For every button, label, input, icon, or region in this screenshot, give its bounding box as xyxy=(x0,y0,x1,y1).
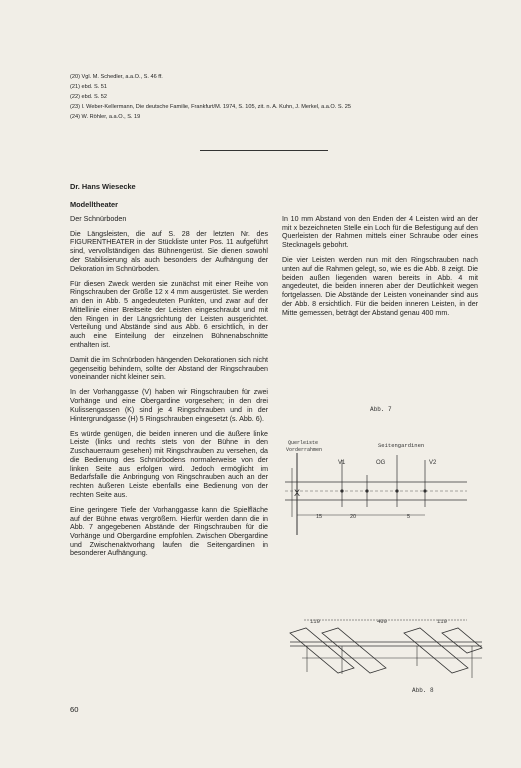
footnote-20: (20) Vgl. M. Schedler, a.a.O., S. 46 ff. xyxy=(70,74,163,80)
right-column xyxy=(282,215,478,324)
ring-screw-v1-dot xyxy=(340,489,343,492)
label-seitengardinen: Seitengardinen xyxy=(378,442,425,449)
footnotes xyxy=(70,72,351,122)
footnote-23: (23) I. Weber-Kellermann, Die deutsche Familie, Frankfurt/M. 1974, S. 105, zit. n. A. Kuhn, J. Merkel, a.a.O. S. 25 xyxy=(70,104,351,110)
figure-8 xyxy=(282,608,487,703)
ring-screw-sg-dot xyxy=(395,489,398,492)
label-querleiste: Querleiste xyxy=(288,440,319,446)
label-vorderrahmen: Vorderrahmen xyxy=(286,447,323,453)
paragraph: Die Längsleisten, die auf S. 28 der letzten Nr. des FIGURENTHEATER in der Stückliste unter Pos. 11 aufgeführt sind, vervollständigen das Bühnengerüst. Sie dienen sowohl der Stabilisierung als auch besonders der Aufhängung der Dekoration im Schnürboden. xyxy=(70,229,268,273)
label-v2: V2 xyxy=(429,460,437,466)
article-author: Dr. Hans Wiesecke xyxy=(70,182,136,191)
footnote-22: (22) ebd. S. 52 xyxy=(70,94,108,100)
ring-screw-v2-dot xyxy=(423,489,426,492)
x-marker: X xyxy=(294,488,301,498)
dimension-15: 15 xyxy=(316,514,323,520)
paragraph: Damit die im Schnürboden hängenden Dekorationen sich nicht gegenseitig behindern, sollte der Abstand der Ringschrauben voneinander nicht kleiner sein. xyxy=(70,355,268,382)
paragraph: Für diesen Zweck werden sie zunächst mit einer Reihe von Ringschrauben der Größe 12 x 4 mm ausgerüstet. Sie werden an den in Abb. 5 angedeuteten Punkten, und zwar auf der Mittellinie einer Breitseite der Leisten eingeschraubt und mit den Ringen in der Längsrichtung der Leisten ausgerichtet. Verteilung und Abstände sind aus Abb. 6 ersichtlich, in der auch eine Einteilung der einzelnen Bühnenabschnitte enthalten ist. xyxy=(70,279,268,349)
label-v1: V1 xyxy=(338,460,346,466)
fig8-dimension-110-left: 110 xyxy=(310,618,320,625)
paragraph: Die vier Leisten werden nun mit den Ringschrauben nach unten auf die Rahmen gelegt, so, wie es die Abb. 8 zeigt. Die beiden außen liegenden waren bereits in Abb. 4 mit angedeutet, die beiden inneren aber der Deutlichkeit wegen fortgelassen. Die Abstände der Leisten voneinander sind aus der Abb. 8 ersichtlich. Für die beiden inneren Leisten, in der Mitte gemessen, beträgt der Abstand genau 400 mm. xyxy=(282,256,478,317)
dimension-5: 5 xyxy=(407,514,411,520)
fig8-dimension-400: 400 xyxy=(377,618,387,625)
label-og: OG xyxy=(376,460,386,466)
section-heading: Der Schnürboden xyxy=(70,214,127,223)
ring-screw-og-dot xyxy=(365,489,368,492)
leiste-2 xyxy=(322,628,386,673)
fig8-dimension-110-right: 110 xyxy=(437,618,447,625)
left-column xyxy=(70,215,268,565)
figure-7-caption: Abb. 7 xyxy=(370,406,392,413)
leiste-1 xyxy=(290,628,354,673)
paragraph: Es würde genügen, die beiden inneren und die äußere linke Leiste (links und rechts stets von der Bühne in den Zuschauerraum gesehen) mit Ringschrauben zu versehen, da die Bedienung des Schnürbodens normalerweise von der linken Seite aus erfolgen wird. Jedoch ermöglicht im Bedarfsfalle die Anbringung von Ringschrauben auch an der rechten äußeren Leiste ebenfalls eine Bedienung von der rechten Seite aus. xyxy=(70,429,268,499)
figure-7 xyxy=(282,375,487,575)
article-title: Modelltheater xyxy=(70,200,119,209)
paragraph: Eine geringere Tiefe der Vorhanggasse kann die Spielfläche auf der Bühne etwas vergrößern. Hierfür werden dann die in Abb. 7 angegebenen Abstände der Ringschrauben für die Vorhänge und Obergardine empfohlen. Zwischen Obergardine und Zwischenaktvorhang laufen die Seitengardinen in besonderer Aufhängung. xyxy=(70,505,268,558)
figure-8-caption: Abb. 8 xyxy=(412,687,434,694)
page-number: 60 xyxy=(70,705,79,714)
paragraph: In 10 mm Abstand von den Enden der 4 Leisten wird an der mit x bezeichneten Stelle ein Loch für die Befestigung auf den Querleisten der Rahmen mittels einer Schraube oder eines Stecknagels gebohrt. xyxy=(282,215,478,250)
footnote-24: (24) W. Röhler, a.a.O., S. 19 xyxy=(70,114,141,120)
leiste-4 xyxy=(442,628,482,653)
section-divider xyxy=(200,150,328,151)
footnote-21: (21) ebd. S. 51 xyxy=(70,84,108,90)
dimension-20: 20 xyxy=(350,514,357,520)
leiste-3 xyxy=(404,628,468,673)
paragraph: In der Vorhanggasse (V) haben wir Ringschrauben für zwei Vorhänge und eine Obergardine vorgesehen; in den drei Kulissengassen (K) sind je 4 Ringschrauben und in der Hintergrundgasse (H) 5 Ringschrauben eingesetzt (s. Abb. 6). xyxy=(70,388,268,423)
